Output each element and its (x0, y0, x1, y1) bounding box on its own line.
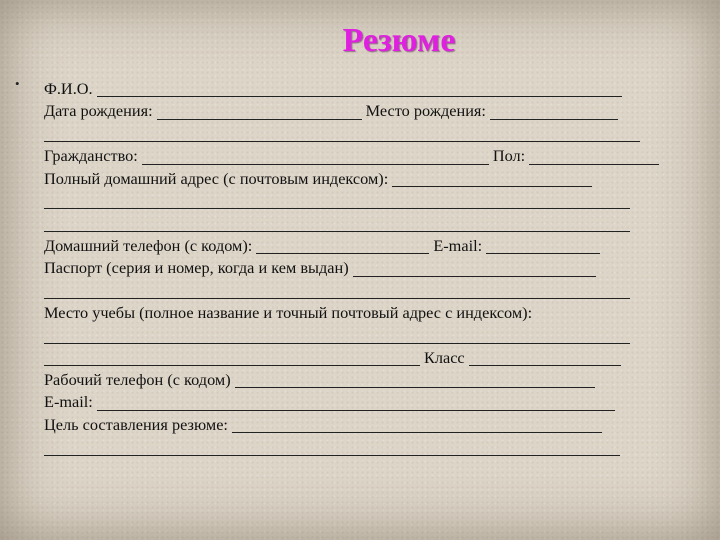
passport-field[interactable] (353, 261, 596, 277)
home-phone-field[interactable] (256, 238, 429, 254)
citizenship-row (44, 145, 704, 167)
study-place-field[interactable] (44, 328, 630, 344)
home-address-field-continued-1[interactable] (44, 193, 630, 209)
study-place-label: Место учебы (полное название и точный почтовый адрес с индексом): (44, 302, 533, 322)
home-address-continuation-row-1 (44, 190, 704, 212)
purpose-row (44, 414, 704, 436)
resume-form (44, 78, 704, 459)
bullet-point: • (15, 76, 20, 91)
birth-place-continuation-row (44, 123, 704, 145)
passport-label: Паспорт (серия и номер, когда и кем выдан) (44, 258, 349, 278)
study-place-field-continued[interactable] (44, 350, 420, 366)
citizenship-field[interactable] (142, 149, 489, 165)
page-title: Резюме (342, 22, 456, 59)
home-address-row (44, 168, 704, 190)
study-place-row (44, 302, 704, 324)
class-row (44, 347, 704, 369)
passport-continuation-row (44, 280, 704, 302)
email-field-2[interactable] (97, 395, 615, 411)
purpose-field-continued[interactable] (44, 440, 620, 456)
work-phone-field[interactable] (235, 372, 595, 388)
citizenship-label: Гражданство: (44, 146, 138, 166)
home-phone-label: Домашний телефон (с кодом): (44, 235, 253, 255)
email-label-1: E-mail: (433, 235, 483, 255)
purpose-continuation-row (44, 436, 704, 458)
email-label-2: E-mail: (44, 392, 93, 412)
passport-row (44, 257, 704, 279)
purpose-label: Цель составления резюме: (44, 414, 228, 434)
email-row-2 (44, 391, 704, 413)
home-address-field-continued-2[interactable] (44, 216, 630, 232)
birth-date-field[interactable] (157, 104, 362, 120)
home-address-field[interactable] (392, 171, 592, 187)
fio-label: Ф.И.О. (44, 78, 93, 98)
email-field-1[interactable] (486, 238, 600, 254)
work-phone-row (44, 369, 704, 391)
birth-row (44, 100, 704, 122)
gender-label: Пол: (492, 146, 526, 166)
home-address-continuation-row-2 (44, 212, 704, 234)
fio-field[interactable] (97, 81, 622, 97)
purpose-field[interactable] (232, 417, 602, 433)
birth-date-label: Дата рождения: (44, 101, 153, 121)
class-field[interactable] (469, 350, 621, 366)
fio-row (44, 78, 704, 100)
gender-field[interactable] (529, 149, 659, 165)
home-phone-row (44, 235, 704, 257)
birth-place-field-continued[interactable] (44, 126, 640, 142)
home-address-label: Полный домашний адрес (с почтовым индексом): (44, 168, 389, 188)
class-label: Класс (424, 347, 465, 367)
birth-place-label: Место рождения: (365, 101, 486, 121)
passport-field-continued[interactable] (44, 283, 630, 299)
work-phone-label: Рабочий телефон (с кодом) (44, 370, 231, 390)
birth-place-field[interactable] (490, 104, 618, 120)
study-place-continuation-row (44, 324, 704, 346)
